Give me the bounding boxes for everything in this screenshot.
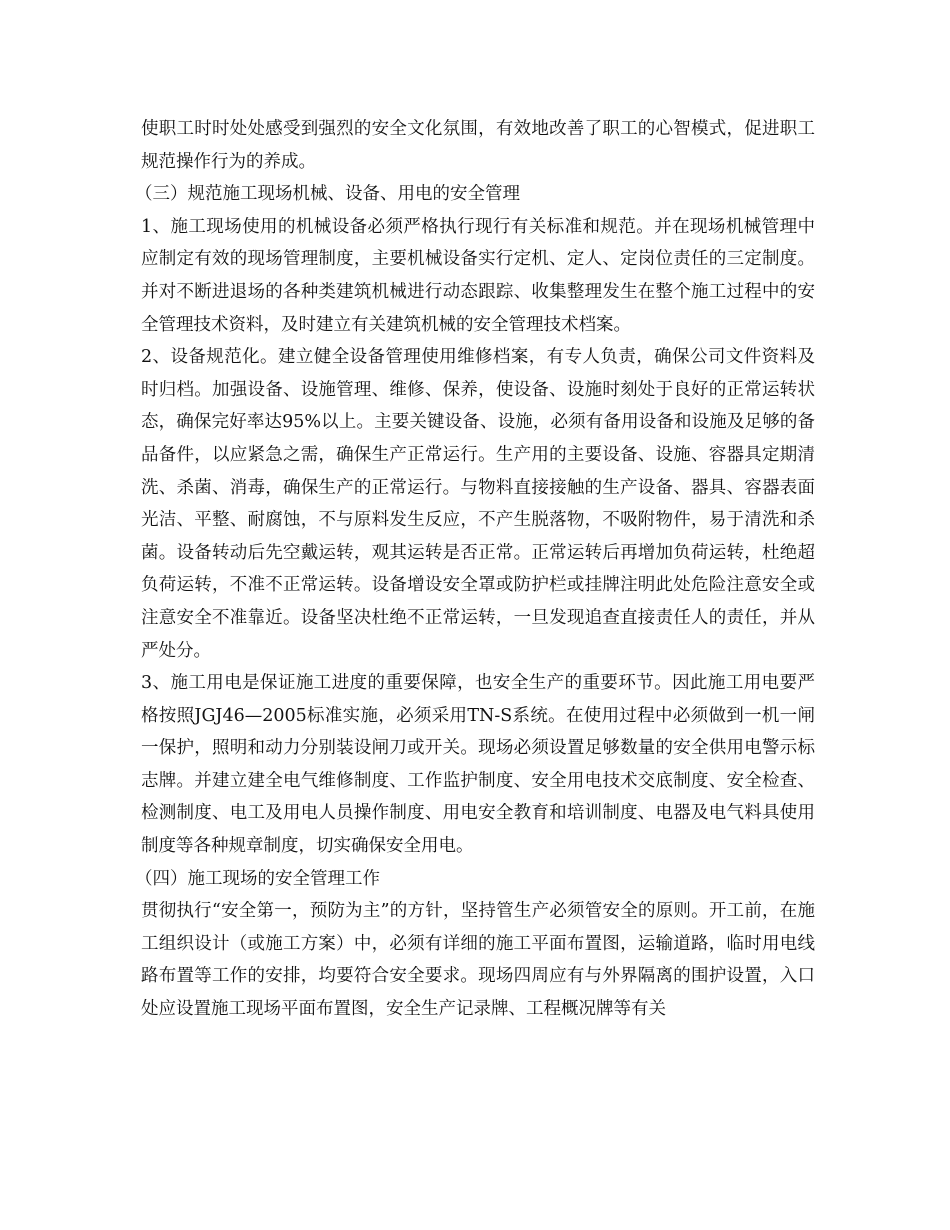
paragraph-equipment-standardization: 2、设备规范化。建立健全设备管理使用维修档案，有专人负责，确保公司文件资料及时归档。加强设备、设施管理、维修、保养，使设备、设施时刻处于良好的正常运转状态，确保完好率达95%以上。主要关键设备、设施，必须有备用设备和设施及足够的备品备件，以应紧急之需，确保生产正常运行。生产用的主要设备、设施、容器具定期清洗、杀菌、消毒，确保生产的正常运行。与物料直接接触的生产设备、器具、容器表面光洁、平整、耐腐蚀，不与原料发生反应，不产生脱落物，不吸附物件，易于清洗和杀菌。设备转动后先空戴运转，观其运转是否正常。正常运转后再增加负荷运转，杜绝超负荷运转，不准不正常运转。设备增设安全罩或防护栏或挂牌注明此处危险注意安全或注意安全不准靠近。设备坚决杜绝不正常运转，一旦发现追查直接责任人的责任，并从严处分。 xyxy=(141,347,815,661)
section-heading-3: （三）规范施工现场机械、设备、用电的安全管理 xyxy=(135,184,520,205)
paragraph-site-safety-management: 贯彻执行“安全第一，预防为主”的方针，坚持管生产必须管安全的原则。开工前，在施工组织设计（或施工方案）中，必须有详细的施工平面布置图，运输道路，临时用电线路布置等工作的安排，均要符合安全要求。现场四周应有与外界隔离的围护设置，入口处应设置施工现场平面布置图，安全生产记录牌、工程概况牌等有关 xyxy=(141,901,815,1020)
paragraph-safety-culture: 使职工时时处处感受到强烈的安全文化氛围，有效地改善了职工的心智模式，促进职工规范操作行为的养成。 xyxy=(141,119,815,172)
paragraph-construction-electricity: 3、施工用电是保证施工进度的重要保障，也安全生产的重要环节。因此施工用电要严格按照JGJ46—2005标准实施，必须采用TN-S系统。在使用过程中必须做到一机一闸一保护，照明和动力分别装设闸刀或开关。现场必须设置足够数量的安全供用电警示标志牌。并建立建全电气维修制度、工作监护制度、安全用电技术交底制度、安全检查、检测制度、电工及用电人员操作制度、用电安全教育和培训制度、电器及电气料具使用制度等各种规章制度，切实确保安全用电。 xyxy=(141,673,815,857)
section-heading-4: （四）施工现场的安全管理工作 xyxy=(135,868,380,889)
paragraph-machinery-standards: 1、施工现场使用的机械设备必须严格执行现行有关标准和规范。并在现场机械管理中应制定有效的现场管理制度，主要机械设备实行定机、定人、定岗位责任的三定制度。并对不断进退场的各种类建筑机械进行动态跟踪、收集整理发生在整个施工过程中的安全管理技术资料，及时建立有关建筑机械的安全管理技术档案。 xyxy=(141,216,815,335)
